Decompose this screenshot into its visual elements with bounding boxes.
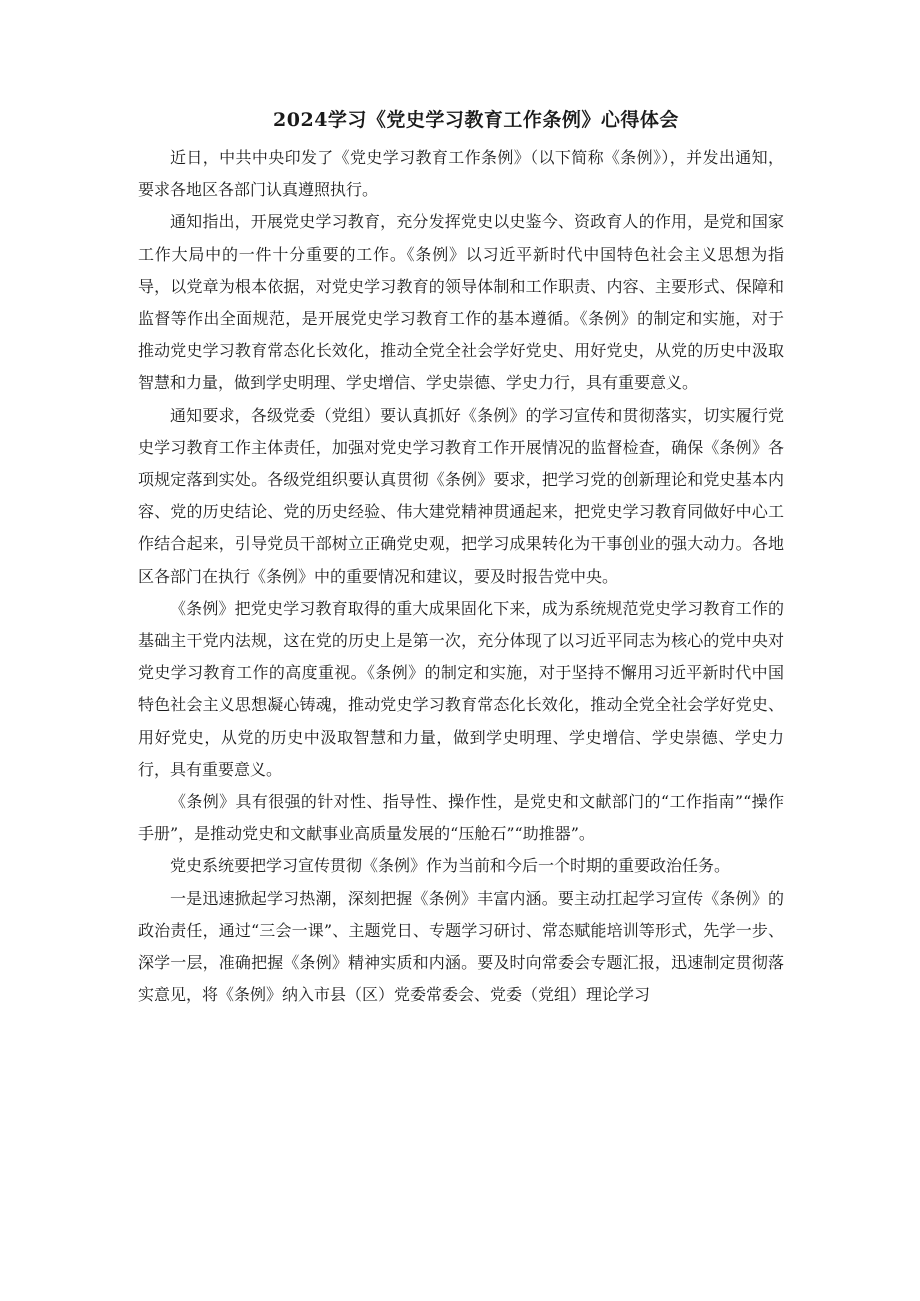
paragraph-6: 党史系统要把学习宣传贯彻《条例》作为当前和今后一个时期的重要政治任务。 (170, 856, 731, 876)
document-page (138, 104, 784, 1011)
paragraph-7: 一是迅速掀起学习热潮，深刻把握《条例》丰富内涵。要主动扛起学习宣传《条例》的政治责任，通过“三会一课”、主题党日、专题学习研讨、常态赋能培训等形式，先学一步、深学一层，准确把握《条例》精神实质和内涵。要及时向常委会专题汇报，迅速制定贯彻落实意见，将《条例》纳入市县（区）党委常委会、党委（党组）理论学习 (138, 888, 784, 1005)
paragraph-4: 《条例》把党史学习教育取得的重大成果固化下来，成为系统规范党史学习教育工作的基础主干党内法规，这在党的历史上是第一次，充分体现了以习近平同志为核心的党中央对党史学习教育工作的高度重视。《条例》的制定和实施，对于坚持不懈用习近平新时代中国特色社会主义思想凝心铸魂，推动党史学习教育常态化长效化，推动全党全社会学好党史、用好党史，从党的历史中汲取智慧和力量，做到学史明理、学史增信、学史崇德、学史力行，具有重要意义。 (138, 598, 784, 779)
paragraph-1: 近日，中共中央印发了《党史学习教育工作条例》（以下简称《条例》），并发出通知，要求各地区各部门认真遵照执行。 (138, 148, 784, 200)
document-title: 2024学习《党史学习教育工作条例》心得体会 (273, 109, 679, 131)
paragraph-2: 通知指出，开展党史学习教育，充分发挥党史以史鉴今、资政育人的作用，是党和国家工作大局中的一件十分重要的工作。《条例》以习近平新时代中国特色社会主义思想为指导，以党章为根本依据，对党史学习教育的领导体制和工作职责、内容、主要形式、保障和监督等作出全面规范，是开展党史学习教育工作的基本遵循。《条例》的制定和实施，对于推动党史学习教育常态化长效化，推动全党全社会学好党史、用好党史，从党的历史中汲取智慧和力量，做到学史明理、学史增信、学史崇德、学史力行，具有重要意义。 (138, 212, 784, 393)
paragraph-5: 《条例》具有很强的针对性、指导性、操作性，是党史和文献部门的“工作指南”“操作手册”，是推动党史和文献事业高质量发展的“压舱石”“助推器”。 (138, 792, 784, 844)
paragraph-3: 通知要求，各级党委（党组）要认真抓好《条例》的学习宣传和贯彻落实，切实履行党史学习教育工作主体责任，加强对党史学习教育工作开展情况的监督检查，确保《条例》各项规定落到实处。各级党组织要认真贯彻《条例》要求，把学习党的创新理论和党史基本内容、党的历史结论、党的历史经验、伟大建党精神贯通起来，把党史学习教育同做好中心工作结合起来，引导党员干部树立正确党史观，把学习成果转化为干事创业的强大动力。各地区各部门在执行《条例》中的重要情况和建议，要及时报告党中央。 (138, 405, 784, 586)
